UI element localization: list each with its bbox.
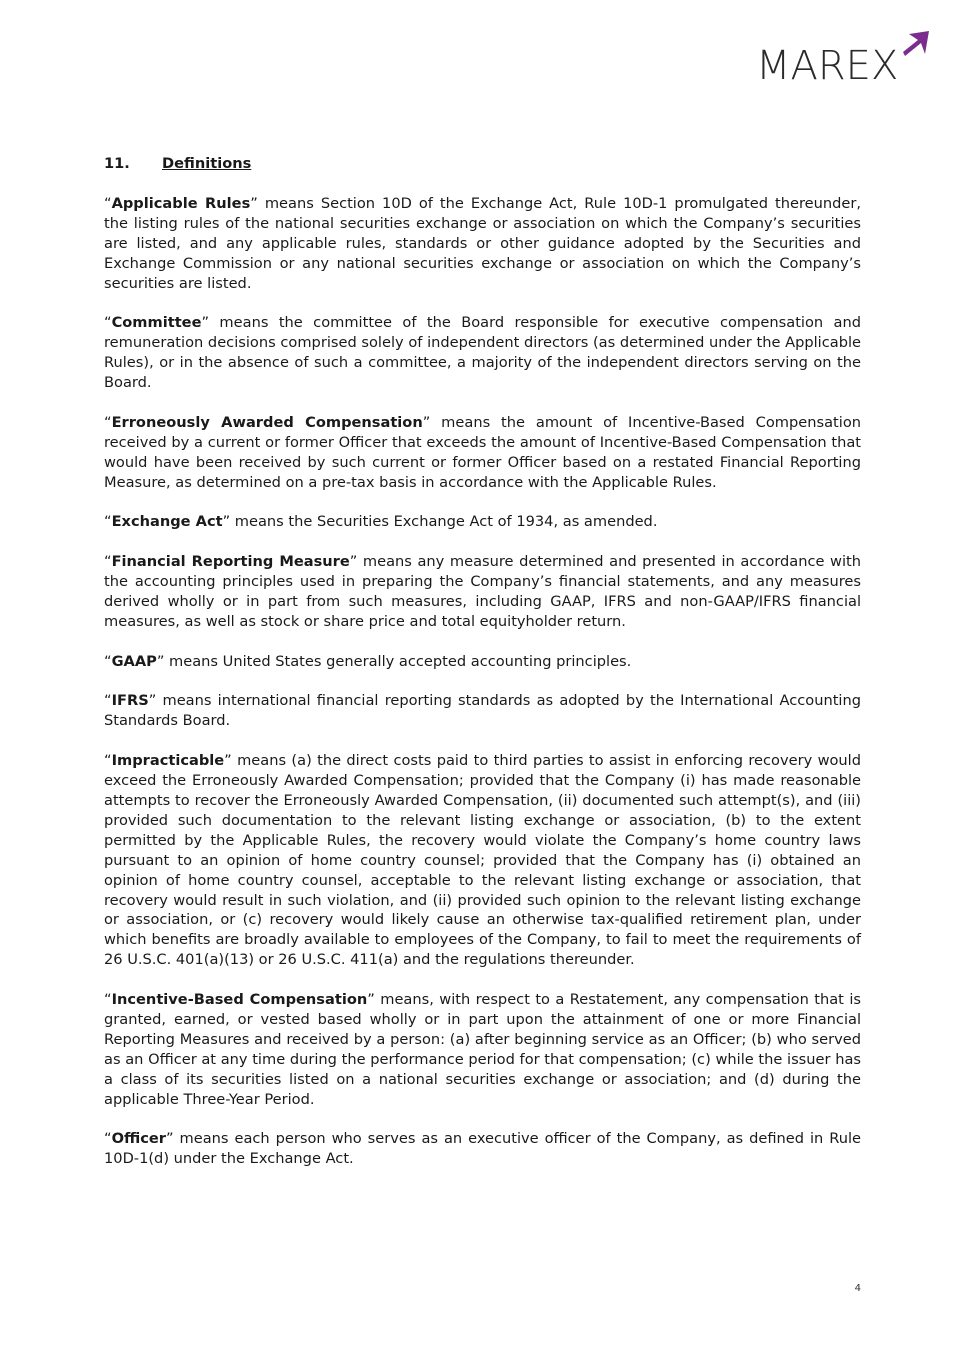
definition-impracticable: “Impracticable” means (a) the direct costs paid to third parties to assist in enforcing recovery would exceed the Erroneously Awarded Compensation; provided that the Company (i) has made reasonable attempts to recover the Erroneously Awarded Compensation, (ii) documented such attempt(s), and (iii) provided such documentation to the relevant listing exchange or association, (b) to the extent permitted by the Applicable Rules, the recovery would violate the Company’s home country laws pursuant to an opinion of home country counsel; provided that the Company has (i) obtained an opinion of home country counsel, acceptable to the relevant listing exchange or association, that recovery would result in such violation, and (ii) provided such opinion to the relevant listing exchange or association, or (c) recovery would likely cause an otherwise tax-qualified retirement plan, under which benefits are broadly available to employees of the Company, to fail to meet the requirements of 26 U.S.C. 401(a)(13) or 26 U.S.C. 411(a) and the regulations thereunder.: [104, 752, 861, 969]
definition-incentive-based-compensation: “Incentive-Based Compensation” means, with respect to a Restatement, any compensation that is granted, earned, or vested based wholly or in part upon the attainment of one or more Financial Reporting Measures and received by a person: (a) after beginning service as an Officer; (b) who served as an Officer at any time during the performance period for that compensation; (c) while the issuer has a class of its securities listed on a national securities exchange or association; and (d) during the applicable Three-Year Period.: [104, 991, 861, 1108]
definition-ifrs: “IFRS” means international financial reporting standards as adopted by the International Accounting Standards Board.: [104, 692, 861, 730]
section-heading: [104, 154, 861, 174]
term: Officer: [111, 1130, 166, 1148]
term: GAAP: [111, 652, 157, 670]
definition-text: means Section 10D of the Exchange Act, Rule 10D-1 promulgated thereunder, the listing rules of the national securities exchange or association on which the Company’s securities are listed, and any applicable rules, standards or other guidance adopted by the Securities and Exchange Commission or any national securities exchange or association on which the Company’s securities are listed.: [104, 194, 861, 292]
logo-wordmark: MAREX: [756, 43, 899, 89]
definition-text: means, with respect to a Restatement, any compensation that is granted, earned, or vested based wholly or in part upon the attainment of one or more Financial Reporting Measures and received by a person: (a) after beginning service as an Officer; (b) who served as an Officer at any time during the performance period for that compensation; (c) while the issuer has a class of its securities listed on a national securities exchange or association; and (d) during the applicable Three-Year Period.: [104, 991, 861, 1108]
term: Financial Reporting Measure: [111, 553, 350, 571]
definition-exchange-act: “Exchange Act” means the Securities Exchange Act of 1934, as amended.: [104, 513, 658, 531]
definition-text: means each person who serves as an executive officer of the Company, as defined in Rule 10D-1(d) under the Exchange Act.: [104, 1130, 861, 1168]
definition-committee: “Committee” means the committee of the Board responsible for executive compensation and remuneration decisions comprised solely of independent directors (as determined under the Applicable Rules), or in the absence of such a committee, a majority of the independent directors serving on the Board.: [104, 314, 861, 392]
page-number: 4: [854, 1283, 861, 1294]
definition-text: means the committee of the Board responsible for executive compensation and remuneration decisions comprised solely of independent directors (as determined under the Applicable Rules), or in the absence of such a committee, a majority of the independent directors serving on the Board.: [104, 314, 861, 392]
term: IFRS: [111, 692, 149, 710]
section-title: Definitions: [162, 155, 252, 172]
definition-text: means the amount of Incentive-Based Compensation received by a current or former Officer that exceeds the amount of Incentive-Based Compensation that would have been received by such current or former Officer based on a restated Financial Reporting Measure, as determined on a pre-tax basis in accordance with the Applicable Rules.: [104, 413, 861, 491]
term: Impracticable: [111, 752, 225, 770]
definition-text: means United States generally accepted accounting principles.: [164, 652, 632, 670]
definition-applicable-rules: “Applicable Rules” means Section 10D of the Exchange Act, Rule 10D-1 promulgated thereunder, the listing rules of the national securities exchange or association on which the Company’s securities are listed, and any applicable rules, standards or other guidance adopted by the Securities and Exchange Commission or any national securities exchange or association on which the Company’s securities are listed.: [104, 194, 861, 292]
term: Exchange Act: [111, 513, 223, 531]
term: Applicable Rules: [111, 194, 251, 212]
definition-erroneously-awarded-compensation: “Erroneously Awarded Compensation” means the amount of Incentive-Based Compensation received by a current or former Officer that exceeds the amount of Incentive-Based Compensation that would have been received by such current or former Officer based on a restated Financial Reporting Measure, as determined on a pre-tax basis in accordance with the Applicable Rules.: [104, 413, 861, 491]
definition-text: means (a) the direct costs paid to third parties to assist in enforcing recovery would exceed the Erroneously Awarded Compensation; provided that the Company (i) has made reasonable attempts to recover the Erroneously Awarded Compensation, (ii) documented such attempt(s), and (iii) provided such documentation to the relevant listing exchange or association, (b) to the extent permitted by the Applicable Rules, the recovery would violate the Company’s home country laws pursuant to an opinion of home country counsel; provided that the Company has (i) obtained an opinion of home country counsel, acceptable to the relevant listing exchange or association, that recovery would result in such violation, and (ii) provided such opinion to the relevant listing exchange or association, or (c) recovery would likely cause an otherwise tax-qualified retirement plan, under which benefits are broadly available to employees of the Company, to fail to meet the requirements of 26 U.S.C. 401(a)(13) or 26 U.S.C. 411(a) and the regulations thereunder.: [104, 752, 861, 969]
section-number: 11.: [104, 155, 130, 172]
logo-arrow-icon: [903, 30, 931, 62]
term: Committee: [111, 314, 202, 332]
term: Incentive-Based Compensation: [111, 991, 368, 1009]
definition-financial-reporting-measure: “Financial Reporting Measure” means any measure determined and presented in accordance with the accounting principles used in preparing the Company’s financial statements, and any measures derived wholly or in part from such measures, including GAAP, IFRS and non-GAAP/IFRS financial measures, as well as stock or share price and total equityholder return.: [104, 553, 861, 630]
definition-officer: “Officer” means each person who serves as an executive officer of the Company, as defined in Rule 10D-1(d) under the Exchange Act.: [104, 1130, 861, 1168]
definition-text: means the Securities Exchange Act of 1934, as amended.: [230, 513, 658, 531]
definition-text: means international financial reporting standards as adopted by the International Accounting Standards Board.: [104, 692, 861, 730]
term: Erroneously Awarded Compensation: [111, 413, 423, 431]
definition-text: means any measure determined and presented in accordance with the accounting principles used in preparing the Company’s financial statements, and any measures derived wholly or in part from such measures, including GAAP, IFRS and non-GAAP/IFRS financial measures, as well as stock or share price and total equityholder return.: [104, 553, 861, 630]
marex-logo: [756, 30, 931, 88]
document-body: [104, 154, 861, 1189]
definition-gaap: “GAAP” means United States generally accepted accounting principles.: [104, 652, 632, 670]
